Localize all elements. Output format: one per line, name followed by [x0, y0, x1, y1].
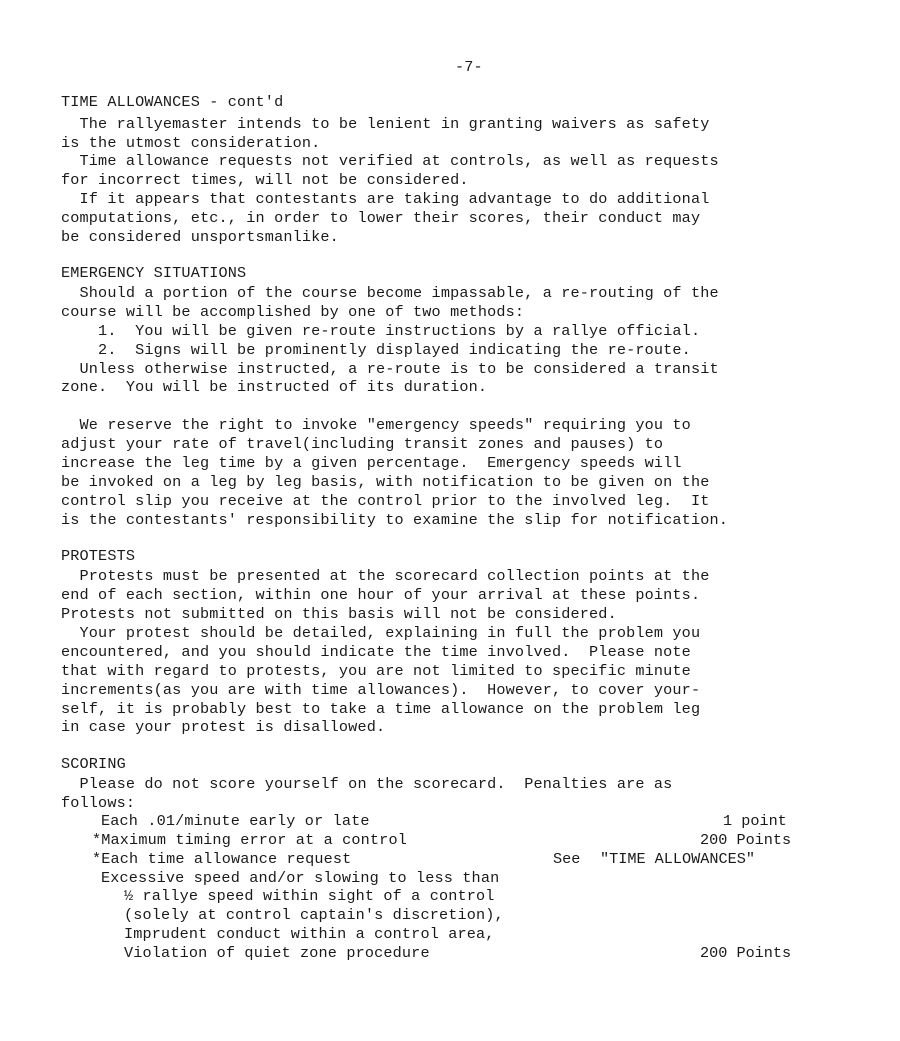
penalty-item: Violation of quiet zone procedure	[124, 944, 430, 962]
text-line: We reserve the right to invoke "emergency speeds" requiring you to	[61, 416, 691, 434]
penalty-item: *Each time allowance request	[92, 850, 352, 868]
text-line: Time allowance requests not verified at controls, as well as requests	[61, 152, 719, 170]
page-number: -7-	[455, 58, 483, 76]
text-line: be considered unsportsmanlike.	[61, 228, 339, 246]
text-line: adjust your rate of travel(including transit zones and pauses) to	[61, 435, 664, 453]
penalty-value: 200 Points	[700, 831, 792, 849]
penalty-item: Excessive speed and/or slowing to less than	[101, 869, 500, 887]
text-line: If it appears that contestants are taking advantage to do additional	[61, 190, 710, 208]
text-line: increase the leg time by a given percentage. Emergency speeds will	[61, 454, 682, 472]
scoring-heading: SCORING	[61, 755, 126, 773]
text-line: is the utmost consideration.	[61, 134, 321, 152]
penalty-item: ½ rallye speed within sight of a control	[124, 887, 495, 905]
text-line: in case your protest is disallowed.	[61, 718, 386, 736]
penalty-item: (solely at control captain's discretion),	[124, 906, 504, 924]
penalty-value: 200 Points	[700, 944, 792, 962]
text-line: Please do not score yourself on the scorecard. Penalties are as	[61, 775, 673, 793]
text-line: be invoked on a leg by leg basis, with notification to be given on the	[61, 473, 710, 491]
text-line: Should a portion of the course become impassable, a re-routing of the	[61, 284, 719, 302]
text-line: Your protest should be detailed, explaining in full the problem you	[61, 624, 701, 642]
text-line: encountered, and you should indicate the time involved. Please note	[61, 643, 691, 661]
text-line: self, it is probably best to take a time allowance on the problem leg	[61, 700, 701, 718]
text-line: Protests must be presented at the scorecard collection points at the	[61, 567, 710, 585]
text-line: The rallyemaster intends to be lenient in granting waivers as safety	[61, 115, 710, 133]
time-allowances-heading: TIME ALLOWANCES - cont'd	[61, 93, 284, 111]
text-line: follows:	[61, 794, 136, 812]
text-line: increments(as you are with time allowances). However, to cover your-	[61, 681, 701, 699]
text-line: 1. You will be given re-route instructions by a rallye official.	[61, 322, 701, 340]
emergency-heading: EMERGENCY SITUATIONS	[61, 264, 247, 282]
text-line: computations, etc., in order to lower their scores, their conduct may	[61, 209, 701, 227]
protests-heading: PROTESTS	[61, 547, 136, 565]
penalty-item: Each .01/minute early or late	[101, 812, 370, 830]
text-line: for incorrect times, will not be considered.	[61, 171, 469, 189]
penalty-see: See	[553, 850, 581, 868]
text-line: Protests not submitted on this basis will not be considered.	[61, 605, 617, 623]
penalty-value: "TIME ALLOWANCES"	[600, 850, 755, 868]
penalty-item: *Maximum timing error at a control	[92, 831, 407, 849]
text-line: is the contestants' responsibility to examine the slip for notification.	[61, 511, 729, 529]
text-line: end of each section, within one hour of your arrival at these points.	[61, 586, 701, 604]
text-line: that with regard to protests, you are not limited to specific minute	[61, 662, 691, 680]
text-line: 2. Signs will be prominently displayed indicating the re-route.	[61, 341, 691, 359]
text-line: zone. You will be instructed of its duration.	[61, 378, 488, 396]
penalty-value: 1 point	[723, 812, 787, 830]
text-line: control slip you receive at the control prior to the involved leg. It	[61, 492, 710, 510]
text-line: Unless otherwise instructed, a re-route is to be considered a transit	[61, 360, 719, 378]
penalty-item: Imprudent conduct within a control area,	[124, 925, 495, 943]
text-line: course will be accomplished by one of two methods:	[61, 303, 525, 321]
